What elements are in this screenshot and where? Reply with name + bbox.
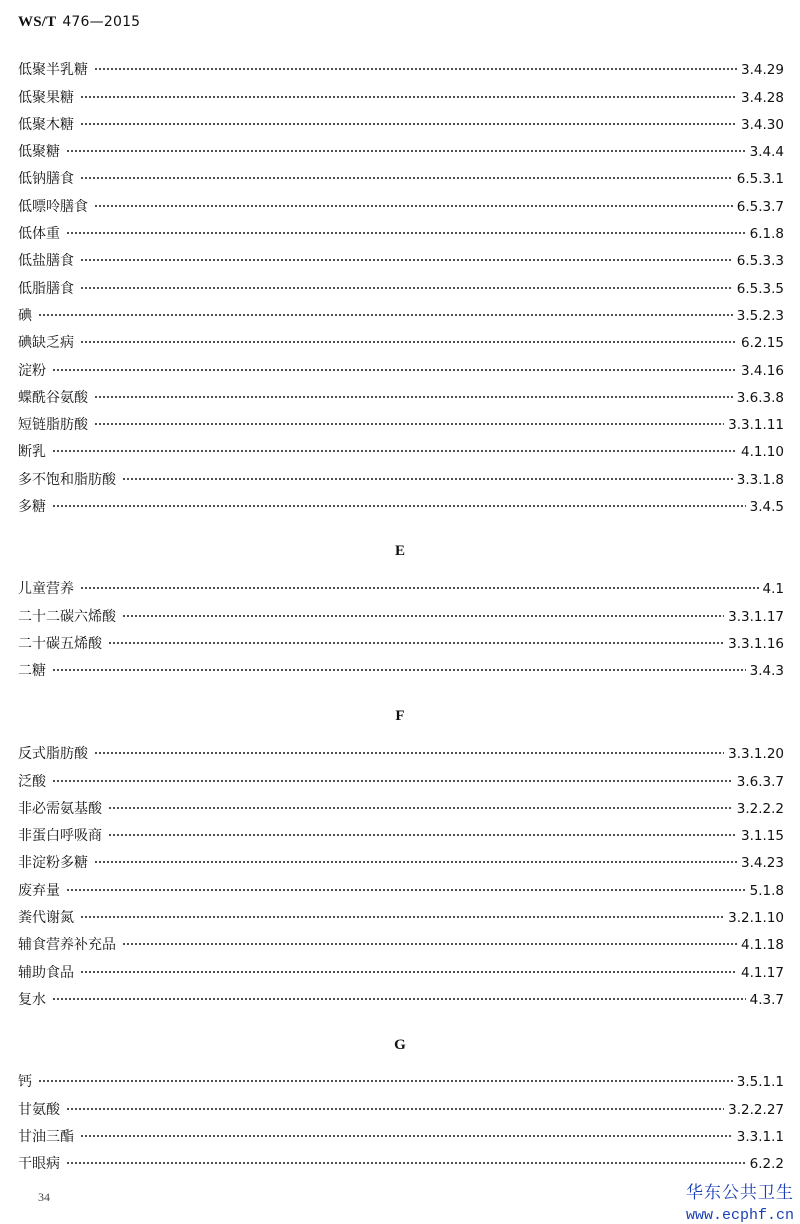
index-reference: 6.1.8 [749, 226, 784, 243]
watermark-url: www.ecphf.cn [685, 1207, 794, 1224]
index-term: 低聚半乳糖 [18, 62, 88, 79]
index-entry [18, 653, 784, 680]
index-reference: 6.2.15 [741, 335, 784, 352]
dot-leader [80, 118, 737, 130]
index-reference: 3.5.2.3 [736, 307, 784, 324]
section-letter-f: F [395, 708, 405, 724]
index-reference: 3.4.4 [749, 144, 784, 161]
dot-leader [80, 336, 737, 348]
index-entry [18, 1119, 784, 1146]
index-term: 钙 [18, 1074, 32, 1091]
dot-leader [66, 227, 746, 239]
section-letter-g: G [394, 1037, 406, 1053]
index-reference: 3.5.1.1 [736, 1074, 784, 1091]
dot-leader [38, 309, 733, 321]
index-reference: 3.1.15 [741, 828, 784, 845]
index-term: 二十二碳六烯酸 [18, 608, 116, 625]
index-entry [18, 79, 784, 106]
index-entry [18, 52, 784, 79]
index-reference: 3.3.1.16 [728, 635, 784, 652]
section-letter-e: E [394, 543, 405, 559]
index-term: 非必需氨基酸 [18, 800, 102, 817]
index-entry [18, 216, 784, 243]
index-term: 辅食营养补充品 [18, 937, 116, 954]
dot-leader [38, 1075, 733, 1087]
index-entry [18, 598, 784, 625]
dot-leader [94, 856, 737, 868]
dot-leader [94, 418, 724, 430]
index-term: 低钠膳食 [18, 171, 74, 188]
index-reference: 3.2.2.2 [736, 800, 784, 817]
index-term: 干眼病 [18, 1156, 60, 1173]
index-entry [18, 243, 784, 270]
index-reference: 3.3.1.1 [736, 1128, 784, 1145]
index-entry [18, 188, 784, 215]
index-term: 二糖 [18, 663, 46, 680]
index-reference: 3.3.1.20 [728, 746, 784, 763]
dot-leader [94, 63, 737, 75]
index-entry [18, 982, 784, 1009]
index-term: 复水 [18, 991, 46, 1008]
index-entry [18, 134, 784, 161]
index-entry [18, 325, 784, 352]
standard-code: WS/T [18, 14, 57, 30]
standard-number: 476—2015 [62, 14, 141, 30]
index-reference: 5.1.8 [749, 882, 784, 899]
dot-leader [66, 1103, 724, 1115]
index-entry [18, 900, 784, 927]
index-section-f [18, 736, 784, 1009]
dot-leader [94, 200, 733, 212]
index-entry [18, 270, 784, 297]
dot-leader [66, 1157, 746, 1169]
index-reference: 6.2.2 [749, 1156, 784, 1173]
index-reference: 6.5.3.1 [736, 171, 784, 188]
dot-leader [80, 282, 733, 294]
index-reference: 3.6.3.7 [736, 773, 784, 790]
index-reference: 4.1.18 [741, 937, 784, 954]
dot-leader [52, 364, 737, 376]
index-reference: 3.2.1.10 [728, 910, 784, 927]
index-reference: 3.2.2.27 [728, 1101, 784, 1118]
index-reference: 6.5.3.3 [736, 253, 784, 270]
index-entry [18, 818, 784, 845]
dot-leader [122, 938, 737, 950]
index-term: 辅助食品 [18, 964, 74, 981]
index-term: 二十碳五烯酸 [18, 635, 102, 652]
index-reference: 3.4.30 [741, 116, 784, 133]
index-term: 多不饱和脂肪酸 [18, 471, 116, 488]
index-term: 多糖 [18, 499, 46, 516]
index-entry [18, 872, 784, 899]
index-term: 甘氨酸 [18, 1101, 60, 1118]
dot-leader [66, 145, 746, 157]
index-term: 蝶酰谷氨酸 [18, 389, 88, 406]
watermark [686, 1178, 794, 1224]
index-entry [18, 954, 784, 981]
dot-leader [122, 473, 733, 485]
dot-leader [108, 802, 733, 814]
index-entry [18, 1146, 784, 1173]
index-term: 粪代谢氮 [18, 910, 74, 927]
dot-leader [94, 391, 733, 403]
index-reference: 3.4.5 [749, 499, 784, 516]
index-term: 碘 [18, 307, 32, 324]
index-entry [18, 434, 784, 461]
index-entry [18, 1091, 784, 1118]
index-term: 泛酸 [18, 773, 46, 790]
index-term: 淀粉 [18, 362, 46, 379]
dot-leader [80, 582, 759, 594]
index-reference: 3.4.3 [749, 663, 784, 680]
index-term: 废弃量 [18, 882, 60, 899]
index-reference: 3.4.16 [741, 362, 784, 379]
index-term: 碘缺乏病 [18, 335, 74, 352]
dot-leader [52, 445, 737, 457]
index-term: 低嘌呤膳食 [18, 198, 88, 215]
watermark-name: 华东公共卫生 [686, 1183, 794, 1203]
index-entry [18, 845, 784, 872]
index-reference: 4.1.17 [741, 964, 784, 981]
dot-leader [108, 637, 724, 649]
dot-leader [80, 966, 737, 978]
document-header [18, 14, 140, 31]
dot-leader [80, 172, 733, 184]
index-term: 低脂膳食 [18, 280, 74, 297]
index-entry [18, 736, 784, 763]
index-term: 非淀粉多糖 [18, 855, 88, 872]
dot-leader [52, 664, 746, 676]
index-term: 甘油三酯 [18, 1128, 74, 1145]
dot-leader [80, 91, 737, 103]
index-term: 断乳 [18, 444, 46, 461]
dot-leader [52, 993, 746, 1005]
dot-leader [52, 775, 733, 787]
dot-leader [52, 500, 746, 512]
index-reference: 3.3.1.8 [736, 471, 784, 488]
index-term: 低聚木糖 [18, 116, 74, 133]
index-reference: 6.5.3.5 [736, 280, 784, 297]
index-reference: 4.1 [762, 581, 784, 598]
index-term: 低盐膳食 [18, 253, 74, 270]
dot-leader [94, 747, 724, 759]
index-entry [18, 571, 784, 598]
index-entry [18, 298, 784, 325]
dot-leader [66, 884, 746, 896]
index-reference: 3.3.1.17 [728, 608, 784, 625]
dot-leader [108, 829, 737, 841]
index-term: 低体重 [18, 226, 60, 243]
index-term: 反式脂肪酸 [18, 746, 88, 763]
index-entry [18, 489, 784, 516]
index-entry [18, 461, 784, 488]
index-reference: 4.1.10 [741, 444, 784, 461]
index-entry [18, 763, 784, 790]
index-term: 短链脂肪酸 [18, 417, 88, 434]
index-entry [18, 161, 784, 188]
index-entry [18, 380, 784, 407]
index-entry [18, 927, 784, 954]
index-term: 低聚糖 [18, 144, 60, 161]
index-reference: 3.4.28 [741, 89, 784, 106]
index-section-e [18, 571, 784, 680]
index-reference: 3.3.1.11 [728, 417, 784, 434]
index-reference: 3.4.23 [741, 855, 784, 872]
page-number: 34 [38, 1190, 50, 1204]
index-entry [18, 407, 784, 434]
index-section-g [18, 1064, 784, 1173]
index-entry [18, 352, 784, 379]
index-reference: 6.5.3.7 [736, 198, 784, 215]
index-reference: 3.4.29 [741, 62, 784, 79]
index-entry [18, 1064, 784, 1091]
index-reference: 4.3.7 [749, 991, 784, 1008]
index-term: 儿童营养 [18, 581, 74, 598]
dot-leader [80, 911, 724, 923]
index-section-d [18, 52, 784, 516]
index-entry [18, 626, 784, 653]
dot-leader [80, 1130, 733, 1142]
dot-leader [122, 610, 724, 622]
dot-leader [80, 254, 733, 266]
index-term: 低聚果糖 [18, 89, 74, 106]
index-entry [18, 107, 784, 134]
index-entry [18, 791, 784, 818]
index-reference: 3.6.3.8 [736, 389, 784, 406]
index-term: 非蛋白呼吸商 [18, 828, 102, 845]
